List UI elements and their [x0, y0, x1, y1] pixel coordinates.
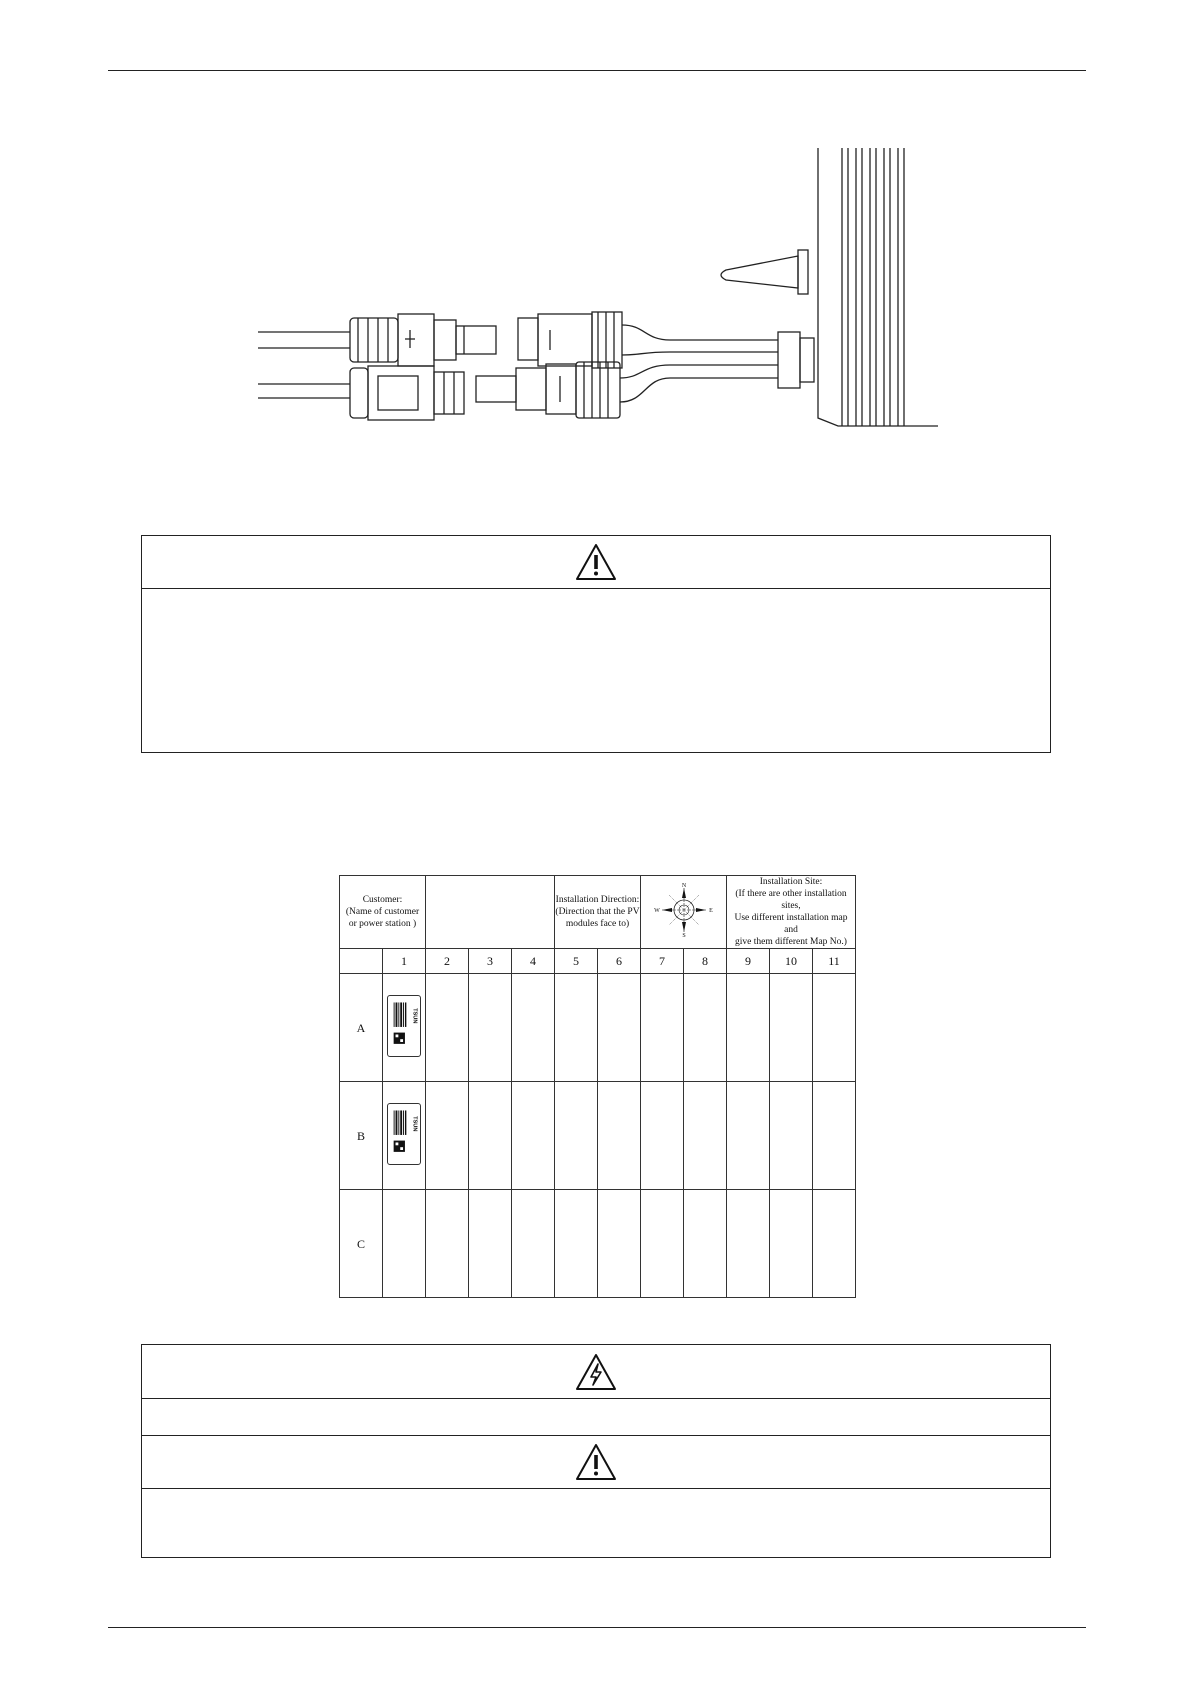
warning-triangle-icon: [575, 543, 617, 581]
site-label-cell: [727, 876, 856, 949]
map-cell: [426, 1082, 469, 1190]
serial-tag-icon: [387, 995, 421, 1057]
site-label-line: Installation Site:: [759, 877, 823, 887]
map-cell: [426, 974, 469, 1082]
compass-east-label: E: [708, 908, 713, 914]
map-cell: [512, 1190, 555, 1298]
caution-notice-header: [142, 1436, 1050, 1489]
site-label-line: give them different Map No.): [735, 937, 847, 947]
map-cell: [684, 1082, 727, 1190]
column-header: 8: [684, 949, 727, 974]
map-cell: [641, 974, 684, 1082]
installation-map-table: [339, 875, 856, 1298]
map-cell: [727, 1190, 770, 1298]
map-cell: [512, 974, 555, 1082]
direction-label-line: Installation Direction:: [555, 895, 640, 905]
map-cell: [684, 974, 727, 1082]
footer-rule: [108, 1627, 1086, 1628]
map-row-c: [340, 1190, 856, 1298]
map-cell: [555, 1082, 598, 1190]
customer-label-line: Customer:: [362, 895, 403, 905]
column-header: 10: [770, 949, 813, 974]
map-cell: [555, 974, 598, 1082]
map-cell: [813, 1190, 856, 1298]
caution-notice-body: [142, 1489, 1050, 1556]
map-cell: [813, 1082, 856, 1190]
danger-notice-header: [142, 1345, 1050, 1399]
customer-label-cell: [340, 876, 426, 949]
map-cell: [598, 1082, 641, 1190]
row-header: A: [340, 974, 383, 1082]
corner-cell: [340, 949, 383, 974]
map-cell: [727, 974, 770, 1082]
map-cell: [469, 1082, 512, 1190]
danger-warning-notice: [141, 1344, 1051, 1558]
warning-notice: [141, 535, 1051, 753]
customer-label-line: (Name of customer: [345, 907, 420, 917]
map-cell: [727, 1082, 770, 1190]
map-cell: [383, 1190, 426, 1298]
row-header: B: [340, 1082, 383, 1190]
column-header: 11: [813, 949, 856, 974]
danger-notice-body: [142, 1399, 1050, 1436]
map-cell: [512, 1082, 555, 1190]
compass-cell: [641, 876, 727, 949]
map-cell: [426, 1190, 469, 1298]
tag-brand-text: TSUN: [411, 1116, 418, 1132]
map-cell-b1: [383, 1082, 426, 1190]
tag-brand-text: TSUN: [411, 1008, 418, 1024]
serial-tag-icon: [387, 1103, 421, 1165]
map-cell: [813, 974, 856, 1082]
warning-notice-body: [142, 589, 1050, 749]
header-rule: [108, 70, 1086, 71]
compass-north-label: N: [681, 883, 686, 889]
direction-label-line: (Direction that the PV: [555, 907, 640, 917]
map-cell: [684, 1190, 727, 1298]
column-header: 6: [598, 949, 641, 974]
direction-label-line: modules face to): [565, 919, 630, 929]
map-cell: [770, 974, 813, 1082]
connector-illustration: [250, 140, 950, 440]
compass-rose-icon: [649, 883, 719, 937]
compass-west-label: W: [653, 908, 660, 914]
map-cell: [770, 1190, 813, 1298]
map-cell: [641, 1190, 684, 1298]
column-header: 5: [555, 949, 598, 974]
map-cell-a1: [383, 974, 426, 1082]
map-header-row: [340, 876, 856, 949]
map-cell: [469, 1190, 512, 1298]
map-cell: [641, 1082, 684, 1190]
column-header: 9: [727, 949, 770, 974]
electric-hazard-icon: [575, 1353, 617, 1391]
map-cell: [598, 1190, 641, 1298]
map-column-header-row: [340, 949, 856, 974]
site-label-line: (If there are other installation sites,: [735, 889, 847, 911]
column-header: 1: [383, 949, 426, 974]
map-row-b: [340, 1082, 856, 1190]
warning-notice-header: [142, 536, 1050, 589]
column-header: 4: [512, 949, 555, 974]
customer-name-field: [426, 876, 555, 949]
map-row-a: [340, 974, 856, 1082]
column-header: 3: [469, 949, 512, 974]
map-cell: [555, 1190, 598, 1298]
map-cell: [469, 974, 512, 1082]
compass-south-label: S: [681, 933, 686, 937]
customer-label-line: or power station ): [348, 919, 417, 929]
column-header: 7: [641, 949, 684, 974]
map-cell: [598, 974, 641, 1082]
warning-triangle-icon: [575, 1443, 617, 1481]
row-header: C: [340, 1190, 383, 1298]
direction-label-cell: [555, 876, 641, 949]
site-label-line: Use different installation map and: [734, 913, 848, 935]
column-header: 2: [426, 949, 469, 974]
map-cell: [770, 1082, 813, 1190]
